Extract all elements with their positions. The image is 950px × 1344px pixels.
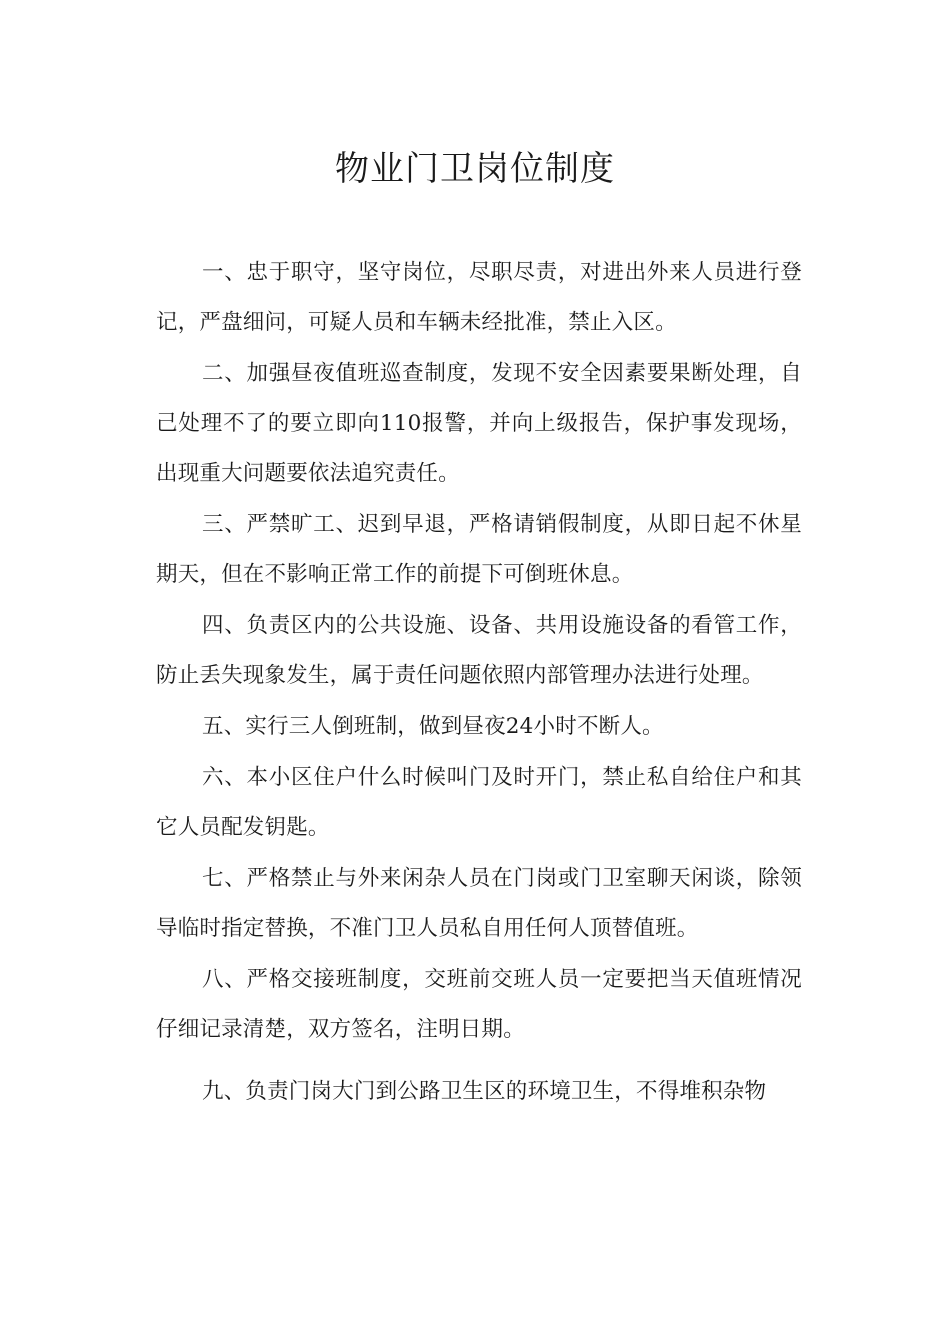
clause-9: 九、负责门岗大门到公路卫生区的环境卫生，不得堆积杂物: [202, 1079, 767, 1104]
document-body: [156, 248, 802, 1117]
clause-6: 六、本小区住户什么时候叫门及时开门，禁止私自给住户和其它人员配发钥匙。: [156, 765, 802, 840]
clause-1: 一、忠于职守，坚守岗位，尽职尽责，对进出外来人员进行登记，严盘细问，可疑人员和车辆未经批准，禁止入区。: [156, 260, 802, 335]
clause-4: 四、负责区内的公共设施、设备、共用设施设备的看管工作，防止丢失现象发生，属于责任问题依照内部管理办法进行处理。: [156, 613, 802, 688]
clause-5: 五、实行三人倒班制，做到昼夜24小时不断人。: [202, 714, 664, 739]
clause-3: 三、严禁旷工、迟到早退，严格请销假制度，从即日起不休星期天，但在不影响正常工作的前提下可倒班休息。: [156, 512, 802, 587]
clause-7: 七、严格禁止与外来闲杂人员在门岗或门卫室聊天闲谈，除领导临时指定替换，不准门卫人员私自用任何人顶替值班。: [156, 866, 802, 941]
clause-2: 二、加强昼夜值班巡查制度，发现不安全因素要果断处理，自己处理不了的要立即向110报警，并向上级报告，保护事发现场，出现重大问题要依法追究责任。: [156, 361, 802, 486]
clause-8: 八、严格交接班制度，交班前交班人员一定要把当天值班情况仔细记录清楚，双方签名，注明日期。: [156, 967, 802, 1042]
document-title: 物业门卫岗位制度: [335, 149, 615, 189]
